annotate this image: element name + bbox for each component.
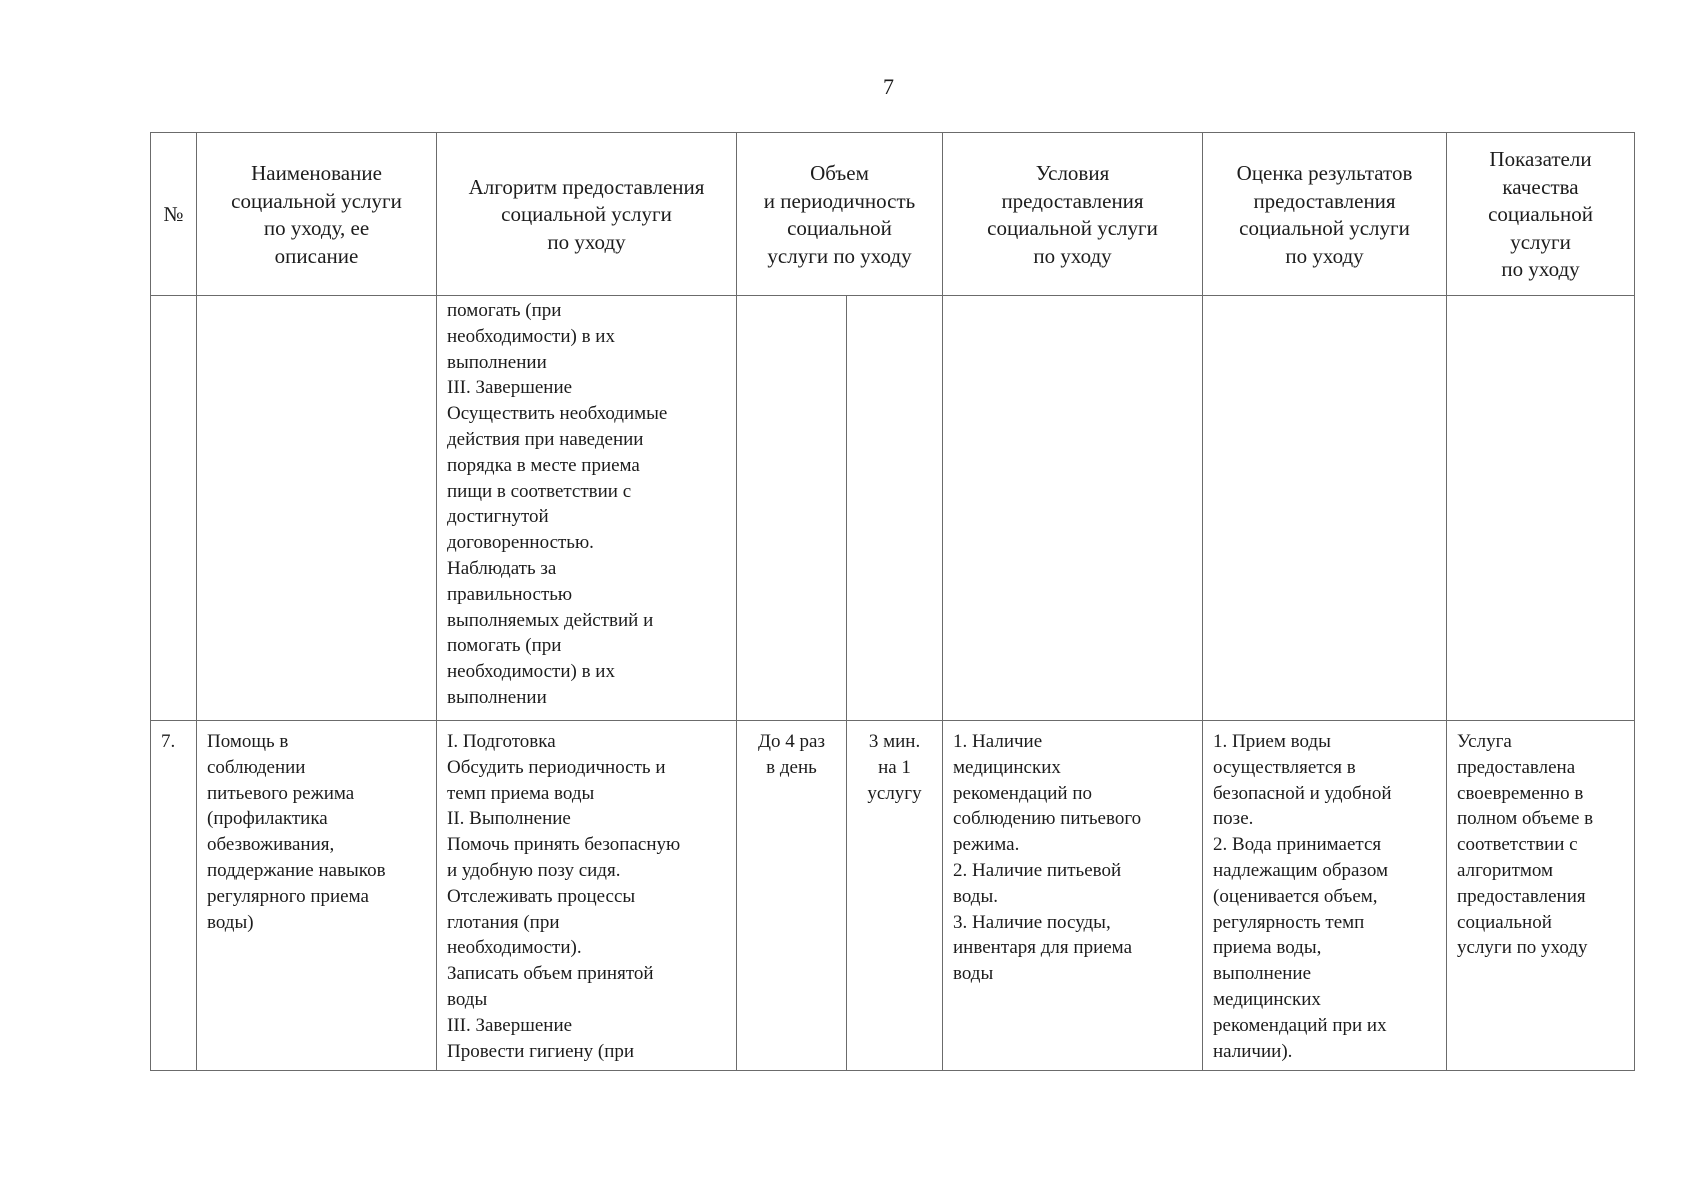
cell-evaluation-empty: [1203, 296, 1447, 721]
header-conditions: Условия предоставления социальной услуги по уходу: [943, 133, 1203, 296]
header-algorithm: Алгоритм предоставления социальной услуги по уходу: [437, 133, 737, 296]
page-number: 7: [883, 74, 894, 99]
cell-frequency-empty: [737, 296, 847, 721]
cell-algorithm: I. Подготовка Обсудить периодичность и темп приема воды II. Выполнение Помочь принять безопасную и удобную позу сидя. Отслеживать процессы глотания (при необходимости). Записать объем принятой воды III. Завершение Провести гигиену (при: [437, 721, 737, 1071]
cell-algorithm-continuation: помогать (при необходимости) в их выполнении III. Завершение Осуществить необходимые действия при наведении порядка в месте приема пищи в соответствии с достигнутой договоренностью. Наблюдать за правильностью выполняемых действий и помогать (при необходимости) в их выполнении: [437, 296, 737, 721]
table-header-row: [151, 133, 1635, 296]
table-row-7: [151, 721, 1635, 1071]
header-volume-frequency: Объем и периодичность социальной услуги по уходу: [737, 133, 943, 296]
cell-quality-empty: [1447, 296, 1635, 721]
cell-conditions-empty: [943, 296, 1203, 721]
cell-evaluation: 1. Прием воды осуществляется в безопасной и удобной позе. 2. Вода принимается надлежащим образом (оценивается объем, регулярность темп приема воды, выполнение медицинских рекомендаций при их наличии).: [1203, 721, 1447, 1071]
header-service-name: Наименование социальной услуги по уходу, ее описание: [197, 133, 437, 296]
services-table: [150, 132, 1635, 1071]
header-number: №: [151, 133, 197, 296]
cell-volume: 3 мин. на 1 услугу: [847, 721, 943, 1071]
header-evaluation: Оценка результатов предоставления социальной услуги по уходу: [1203, 133, 1447, 296]
cell-volume-empty: [847, 296, 943, 721]
cell-row-number: 7.: [151, 721, 197, 1071]
cell-name-empty: [197, 296, 437, 721]
cell-conditions: 1. Наличие медицинских рекомендаций по соблюдению питьевого режима. 2. Наличие питьевой воды. 3. Наличие посуды, инвентаря для приема воды: [943, 721, 1203, 1071]
header-quality: Показатели качества социальной услуги по уходу: [1447, 133, 1635, 296]
cell-frequency: До 4 раз в день: [737, 721, 847, 1071]
cell-number-empty: [151, 296, 197, 721]
cell-service-name: Помощь в соблюдении питьевого режима (профилактика обезвоживания, поддержание навыков регулярного приема воды): [197, 721, 437, 1071]
table-row-continuation: [151, 296, 1635, 721]
cell-quality: Услуга предоставлена своевременно в полном объеме в соответствии с алгоритмом предоставления социальной услуги по уходу: [1447, 721, 1635, 1071]
